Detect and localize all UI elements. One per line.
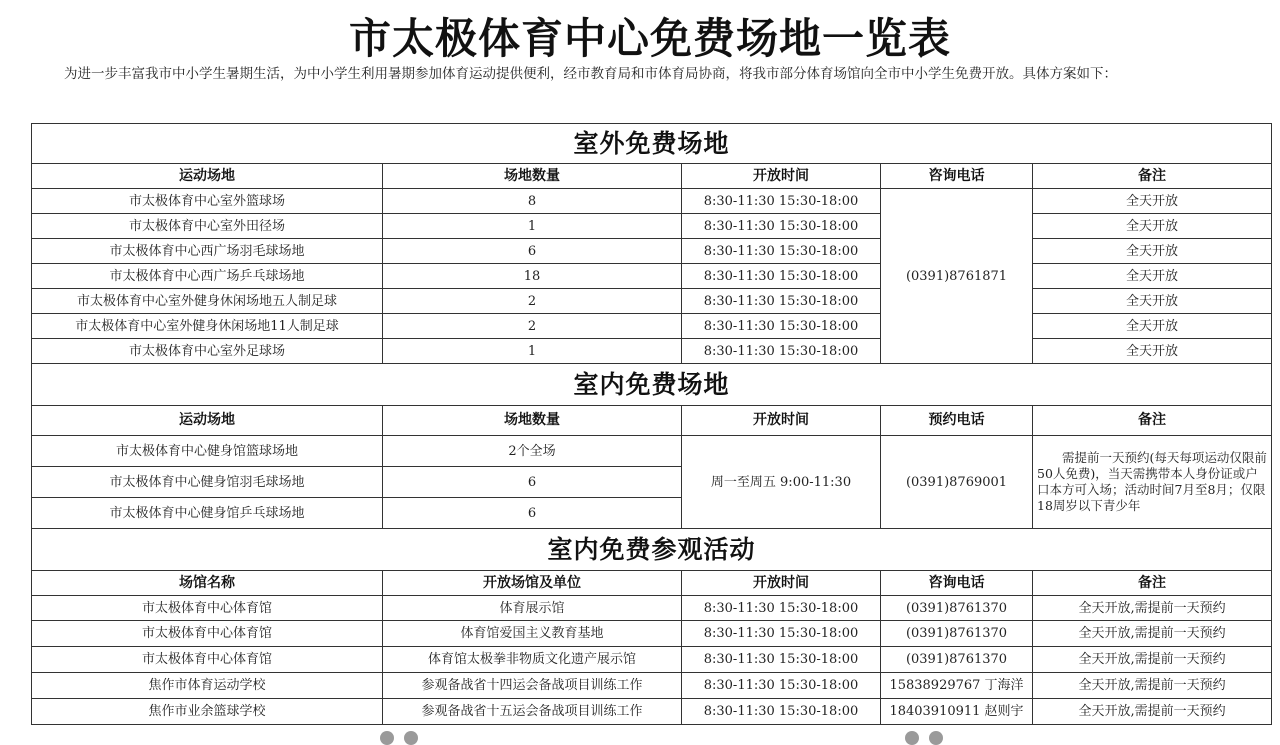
hours-cell: 8:30-11:30 15:30-18:00 bbox=[682, 673, 881, 699]
venue-cell: 市太极体育中心西广场乒乓球场地 bbox=[32, 264, 383, 289]
hours-cell: 8:30-11:30 15:30-18:00 bbox=[682, 314, 881, 339]
venue-cell: 焦作市业余篮球学校 bbox=[32, 699, 383, 725]
note-cell: 全天开放,需提前一天预约 bbox=[1033, 673, 1272, 699]
table-row bbox=[32, 214, 1272, 239]
venue-cell: 市太极体育中心室外篮球场 bbox=[32, 189, 383, 214]
hours-cell: 8:30-11:30 15:30-18:00 bbox=[682, 596, 881, 621]
hours-cell: 8:30-11:30 15:30-18:00 bbox=[682, 214, 881, 239]
outdoor-section-title: 室外免费场地 bbox=[32, 124, 1272, 164]
note-cell: 全天开放 bbox=[1033, 314, 1272, 339]
table-row bbox=[32, 436, 1272, 467]
carousel-dots-right bbox=[905, 731, 943, 745]
note-cell: 全天开放,需提前一天预约 bbox=[1033, 647, 1272, 673]
hours-cell: 8:30-11:30 15:30-18:00 bbox=[682, 264, 881, 289]
venue-cell: 市太极体育中心体育馆 bbox=[32, 621, 383, 647]
carousel-dots-left bbox=[380, 731, 418, 745]
count-cell: 2个全场 bbox=[383, 436, 682, 467]
table-row bbox=[32, 289, 1272, 314]
venue-cell: 市太极体育中心室外健身休闲场地五人制足球 bbox=[32, 289, 383, 314]
column-header: 开放时间 bbox=[682, 406, 881, 436]
venue-cell: 市太极体育中心室外健身休闲场地11人制足球 bbox=[32, 314, 383, 339]
column-header: 场馆名称 bbox=[32, 571, 383, 596]
column-header: 场地数量 bbox=[383, 164, 682, 189]
table-row bbox=[32, 189, 1272, 214]
column-header: 运动场地 bbox=[32, 164, 383, 189]
venue-cell: 市太极体育中心健身馆羽毛球场地 bbox=[32, 467, 383, 498]
unit-cell: 体育馆太极拳非物质文化遗产展示馆 bbox=[383, 647, 682, 673]
indoor-hours-cell: 周一至周五 9:00-11:30 bbox=[682, 436, 881, 529]
carousel-dot-icon[interactable] bbox=[380, 731, 394, 745]
hours-cell: 8:30-11:30 15:30-18:00 bbox=[682, 289, 881, 314]
intro-paragraph: 为进一步丰富我市中小学生暑期生活，为中小学生利用暑期参加体育运动提供便利，经市教育局和市体育局协商，将我市部分体育场馆向全市中小学生免费开放。具体方案如下： bbox=[64, 66, 1117, 82]
count-cell: 8 bbox=[383, 189, 682, 214]
note-cell: 全天开放 bbox=[1033, 289, 1272, 314]
venue-cell: 焦作市体育运动学校 bbox=[32, 673, 383, 699]
venue-cell: 市太极体育中心室外足球场 bbox=[32, 339, 383, 364]
column-header: 运动场地 bbox=[32, 406, 383, 436]
unit-cell: 体育展示馆 bbox=[383, 596, 682, 621]
carousel-dot-icon[interactable] bbox=[929, 731, 943, 745]
phone-cell: (0391)8761370 bbox=[881, 647, 1033, 673]
visits-section-title: 室内免费参观活动 bbox=[32, 529, 1272, 571]
outdoor-section-row bbox=[32, 124, 1272, 164]
phone-cell: 18403910911 赵则宇 bbox=[881, 699, 1033, 725]
count-cell: 6 bbox=[383, 239, 682, 264]
note-cell: 全天开放,需提前一天预约 bbox=[1033, 621, 1272, 647]
table-row bbox=[32, 264, 1272, 289]
hours-cell: 8:30-11:30 15:30-18:00 bbox=[682, 621, 881, 647]
count-cell: 18 bbox=[383, 264, 682, 289]
column-header: 备注 bbox=[1033, 406, 1272, 436]
hours-cell: 8:30-11:30 15:30-18:00 bbox=[682, 189, 881, 214]
carousel-dot-icon[interactable] bbox=[404, 731, 418, 745]
column-header: 预约电话 bbox=[881, 406, 1033, 436]
table-row bbox=[32, 239, 1272, 264]
venue-cell: 市太极体育中心体育馆 bbox=[32, 647, 383, 673]
table-row bbox=[32, 314, 1272, 339]
venue-cell: 市太极体育中心室外田径场 bbox=[32, 214, 383, 239]
column-header: 场地数量 bbox=[383, 406, 682, 436]
note-cell: 全天开放 bbox=[1033, 239, 1272, 264]
unit-cell: 体育馆爱国主义教育基地 bbox=[383, 621, 682, 647]
unit-cell: 参观备战省十五运会备战项目训练工作 bbox=[383, 699, 682, 725]
table-row bbox=[32, 699, 1272, 725]
outdoor-header-row bbox=[32, 164, 1272, 189]
venue-cell: 市太极体育中心体育馆 bbox=[32, 596, 383, 621]
phone-cell: 15838929767 丁海洋 bbox=[881, 673, 1033, 699]
column-header: 备注 bbox=[1033, 164, 1272, 189]
venue-cell: 市太极体育中心健身馆乒乓球场地 bbox=[32, 498, 383, 529]
note-cell: 全天开放 bbox=[1033, 189, 1272, 214]
hours-cell: 8:30-11:30 15:30-18:00 bbox=[682, 239, 881, 264]
venue-cell: 市太极体育中心西广场羽毛球场地 bbox=[32, 239, 383, 264]
indoor-section-row bbox=[32, 364, 1272, 406]
count-cell: 6 bbox=[383, 498, 682, 529]
table-row bbox=[32, 596, 1272, 621]
note-cell: 全天开放 bbox=[1033, 214, 1272, 239]
count-cell: 6 bbox=[383, 467, 682, 498]
note-cell: 全天开放,需提前一天预约 bbox=[1033, 699, 1272, 725]
unit-cell: 参观备战省十四运会备战项目训练工作 bbox=[383, 673, 682, 699]
note-cell: 全天开放,需提前一天预约 bbox=[1033, 596, 1272, 621]
phone-cell: (0391)8761370 bbox=[881, 621, 1033, 647]
table-row bbox=[32, 621, 1272, 647]
indoor-phone-cell: (0391)8769001 bbox=[881, 436, 1033, 529]
column-header: 开放时间 bbox=[682, 164, 881, 189]
venue-cell: 市太极体育中心健身馆篮球场地 bbox=[32, 436, 383, 467]
table-row bbox=[32, 339, 1272, 364]
table-row bbox=[32, 647, 1272, 673]
column-header: 开放场馆及单位 bbox=[383, 571, 682, 596]
hours-cell: 8:30-11:30 15:30-18:00 bbox=[682, 339, 881, 364]
column-header: 备注 bbox=[1033, 571, 1272, 596]
indoor-section-title: 室内免费场地 bbox=[32, 364, 1272, 406]
count-cell: 1 bbox=[383, 214, 682, 239]
visits-header-row bbox=[32, 571, 1272, 596]
visits-section-row bbox=[32, 529, 1272, 571]
note-cell: 全天开放 bbox=[1033, 264, 1272, 289]
carousel-dot-icon[interactable] bbox=[905, 731, 919, 745]
table-row bbox=[32, 673, 1272, 699]
page-title: 市太极体育中心免费场地一览表 bbox=[348, 14, 951, 63]
venue-table bbox=[31, 123, 1272, 725]
hours-cell: 8:30-11:30 15:30-18:00 bbox=[682, 699, 881, 725]
indoor-header-row bbox=[32, 406, 1272, 436]
indoor-note-cell: 需提前一天预约(每天每项运动仅限前50人免费)，当天需携带本人身份证或户口本方可入场；活动时间7月至8月；仅限18周岁以下青少年 bbox=[1033, 436, 1272, 529]
count-cell: 1 bbox=[383, 339, 682, 364]
count-cell: 2 bbox=[383, 314, 682, 339]
column-header: 开放时间 bbox=[682, 571, 881, 596]
phone-cell: (0391)8761370 bbox=[881, 596, 1033, 621]
column-header: 咨询电话 bbox=[881, 571, 1033, 596]
count-cell: 2 bbox=[383, 289, 682, 314]
column-header: 咨询电话 bbox=[881, 164, 1033, 189]
note-cell: 全天开放 bbox=[1033, 339, 1272, 364]
outdoor-phone-cell: (0391)8761871 bbox=[881, 189, 1033, 364]
hours-cell: 8:30-11:30 15:30-18:00 bbox=[682, 647, 881, 673]
